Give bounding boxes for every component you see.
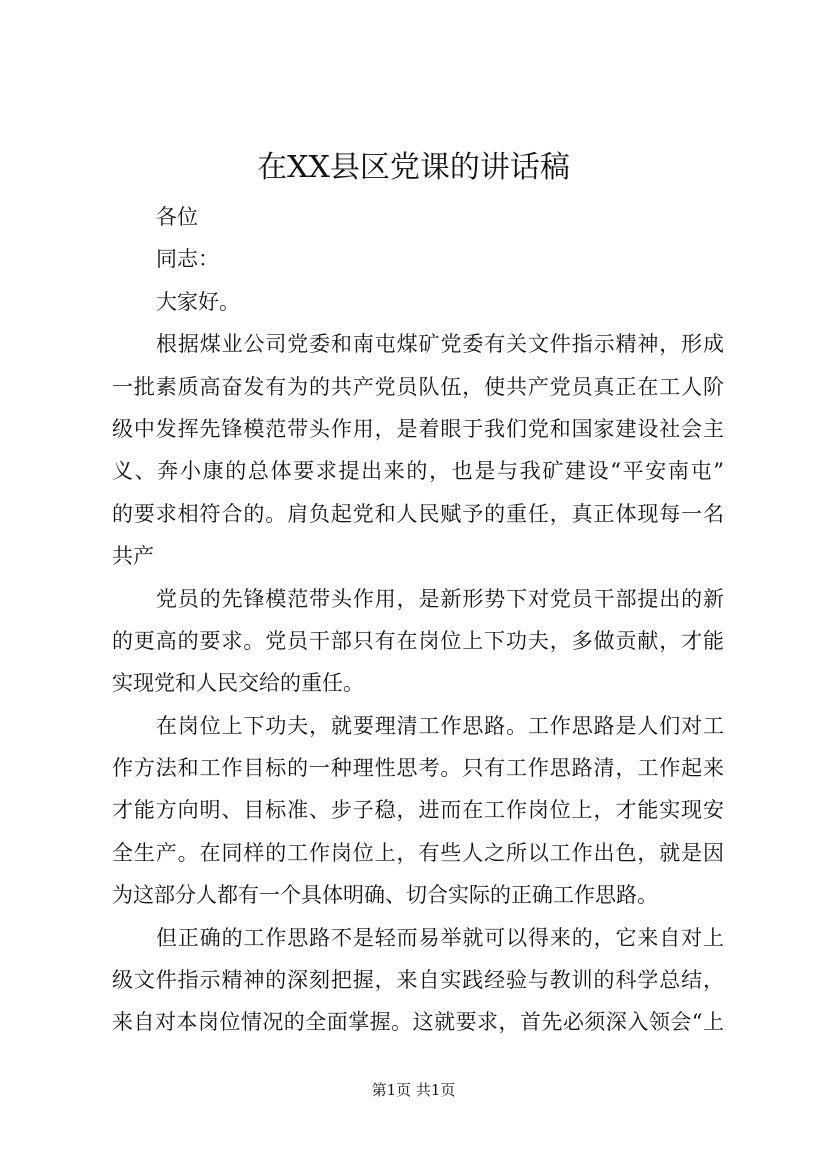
text-line: 义、奔小康的总体要求提出来的，也是与我矿建设“平安南屯” <box>112 459 724 484</box>
text-line: 根据煤业公司党委和南屯煤矿党委有关文件指示精神，形成 <box>156 332 724 357</box>
text-line: 但正确的工作思路不是轻而易举就可以得来的，它来自对上 <box>156 925 724 950</box>
text-line: 作方法和工作目标的一种理性思考。只有工作思路清，工作起来 <box>112 756 724 781</box>
text-line: 大家好。 <box>156 289 240 314</box>
text-line: 的更高的要求。党员干部只有在岗位上下功夫，多做贡献，才能 <box>112 628 724 653</box>
text-line: 同志： <box>156 247 219 272</box>
text-line: 一批素质高奋发有为的共产党员队伍，使共产党员真正在工人阶 <box>112 374 724 399</box>
text-line: 全生产。在同样的工作岗位上，有些人之所以工作出色，就是因 <box>112 840 724 865</box>
document-body <box>112 196 724 1044</box>
text-line: 级文件指示精神的深刻把握，来自实践经验与教训的科学总结， <box>112 968 724 993</box>
text-line: 才能方向明、目标准、步子稳，进而在工作岗位上，才能实现安 <box>112 798 724 823</box>
document-title: 在XX县区党课的讲话稿 <box>257 150 570 185</box>
text-line: 级中发挥先锋模范带头作用，是着眼于我们党和国家建设社会主 <box>112 416 724 441</box>
text-line: 实现党和人民交给的重任。 <box>112 671 364 696</box>
text-line: 党员的先锋模范带头作用，是新形势下对党员干部提出的新 <box>156 586 724 611</box>
text-line: 来自对本岗位情况的全面掌握。这就要求，首先必须深入领会“上 <box>112 1010 724 1035</box>
text-line: 各位 <box>156 205 198 229</box>
text-line: 共产 <box>112 544 154 569</box>
text-line: 为这部分人都有一个具体明确、切合实际的正确工作思路。 <box>112 883 658 908</box>
text-line: 在岗位上下功夫，就要理清工作思路。工作思路是人们对工 <box>156 713 724 738</box>
text-line: 的要求相符合的。肩负起党和人民赋予的重任，真正体现每一名 <box>112 501 724 526</box>
page-footer: 第1页 共1页 <box>371 1081 456 1099</box>
